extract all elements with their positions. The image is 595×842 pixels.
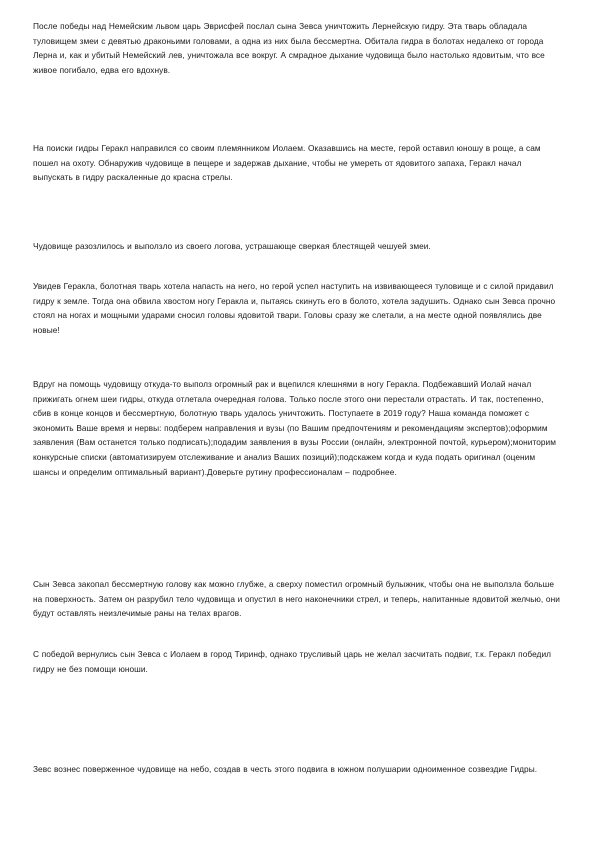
paragraph-monster-emerges: Чудовище разозлилось и выползло из своего логова, устрашающе сверкая блестящей чешуей змеи. [33,241,431,251]
paragraph-constellation: Зевс вознес поверженное чудовище на небо, создав в честь этого подвига в южном полушарии одноименное созвездие Гидры. [33,764,538,774]
paragraph-return-to-tiryns: С победой вернулись сын Зевса с Иолаем в город Тиринф, однако трусливый царь не желал засчитать подвиг, т.к. Геракл победил гидру не без помощи юноши. [33,649,552,674]
paragraph-battle: Увидев Геракла, болотная тварь хотела напасть на него, но герой успел наступить на извивающееся туловище и с силой придавил гидру к земле. Тогда она обвила хвостом ногу Геракла и, пытаясь скинуть его в болото, хотела задушить. Однако сын Зевса прочно стоял на ногах и мощными ударами сносил головы ядовитой твари. Головы сразу же слетали, а на месте одной появлялись две новые! [33,281,556,335]
paragraph-crab-and-promo: Вдруг на помощь чудовищу откуда-то выполз огромный рак и вцепился клешнями в ногу Геракла. Подбежавший Иолай начал прижигать огнем шеи гидры, откуда отлетала очередная голова. Только после этого они перестали отрастать. И так, постепенно, сбив в конце концов и бессмертную, болотную тварь удалось уничтожить. Поступаете в 2019 году? Наша команда поможет с экономить Ваше время и нервы: подберем направления и вузы (по Вашим предпочтениям и рекомендациям экспертов);оформим заявления (Вам останется только подписать);подадим заявления в вузы России (онлайн, электронной почтой, курьером);мониторим конкурсные списки (автоматизируем отслеживание и анализ Ваших позиций);подскажем когда и куда подать оригинал (оценим шансы и определим оптимальный вариант).Доверьте рутину профессионалам – подробнее. [33,379,556,477]
paragraph-search-for-hydra: На поиски гидры Геракл направился со своим племянником Иолаем. Оказавшись на месте, герой оставил юношу в роще, а сам пошел на охоту. Обнаружив чудовище в пещере и задержав дыхание, чтобы не умереть от ядовитого запаха, Геракл начал выпускать в гидру раскаленные до красна стрелы. [33,143,541,183]
paragraph-hydra-intro: После победы над Немейским львом царь Эврисфей послал сына Зевса уничтожить Лернейскую гидру. Эта тварь обладала туловищем змеи с девятью драконьими головами, а одна из них была бессмертна. Обитала гидра в болотах недалеко от города Лерна и, как и убитый Немейский лев, уничтожала все вокруг. А смрадное дыхание чудовища было настолько ядовитым, что все живое погибало, едва его вдохнув. [33,21,545,75]
paragraph-immortal-head: Сын Зевса закопал бессмертную голову как можно глубже, а сверху поместил огромный булыжник, чтобы она не выползла больше на поверхность. Затем он разрубил тело чудовища и опустил в него наконечники стрел, и теперь, напитанные ядовитой желчью, они будут оставлять неизлечимые раны на телах врагов. [33,579,560,619]
